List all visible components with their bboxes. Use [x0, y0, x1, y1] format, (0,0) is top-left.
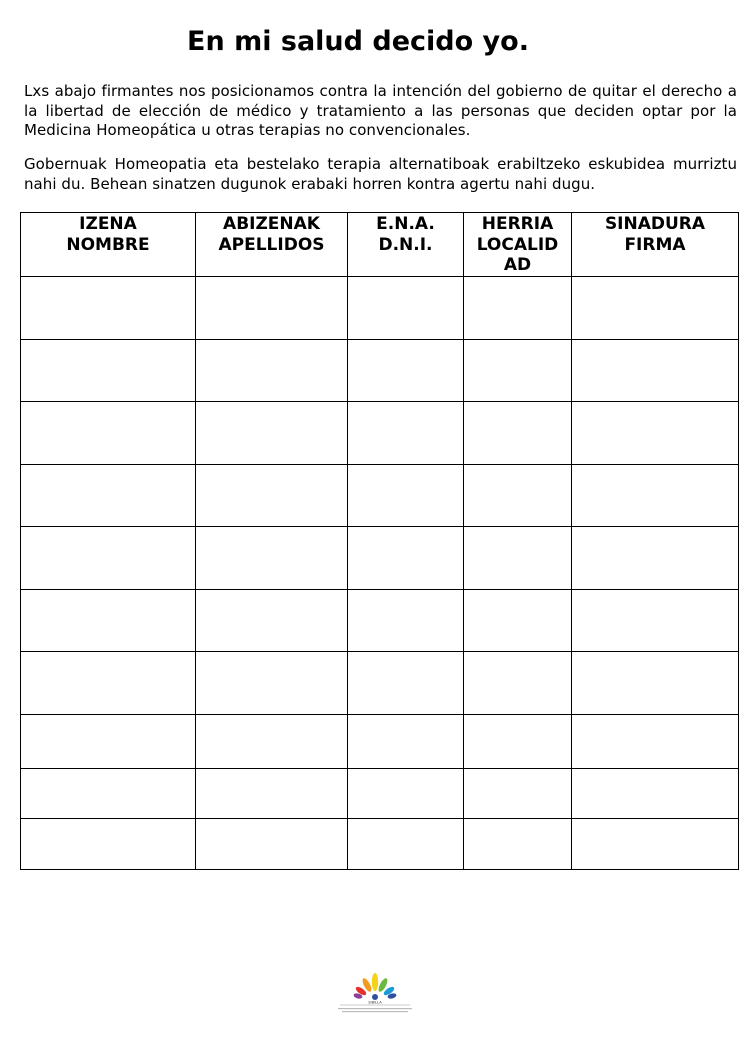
header-signature: SINADURA FIRMA [572, 213, 739, 277]
cell-surname[interactable] [196, 401, 348, 464]
cell-signature[interactable] [572, 464, 739, 526]
cell-signature[interactable] [572, 768, 739, 818]
cell-locality[interactable] [464, 464, 572, 526]
cell-name[interactable] [21, 464, 196, 526]
table-row [21, 768, 739, 818]
table-row [21, 818, 739, 869]
cell-surname[interactable] [196, 339, 348, 401]
cell-name[interactable] [21, 589, 196, 651]
cell-id[interactable] [348, 339, 464, 401]
cell-signature[interactable] [572, 589, 739, 651]
header-id: E.N.A. D.N.I. [348, 213, 464, 277]
cell-id[interactable] [348, 526, 464, 589]
header-locality: HERRIA LOCALID AD [464, 213, 572, 277]
cell-locality[interactable] [464, 818, 572, 869]
cell-name[interactable] [21, 276, 196, 339]
cell-locality[interactable] [464, 768, 572, 818]
cell-id[interactable] [348, 651, 464, 714]
table-row [21, 464, 739, 526]
cell-signature[interactable] [572, 526, 739, 589]
cell-id[interactable] [348, 464, 464, 526]
signature-table [20, 212, 739, 870]
cell-surname[interactable] [196, 526, 348, 589]
table-row [21, 339, 739, 401]
cell-name[interactable] [21, 526, 196, 589]
cell-locality[interactable] [464, 401, 572, 464]
table-row [21, 651, 739, 714]
table-row [21, 526, 739, 589]
table-header-row [21, 213, 739, 277]
cell-name[interactable] [21, 818, 196, 869]
organization-logo [332, 965, 418, 1017]
cell-surname[interactable] [196, 589, 348, 651]
cell-signature[interactable] [572, 818, 739, 869]
cell-id[interactable] [348, 276, 464, 339]
intro-paragraph-basque: Gobernuak Homeopatia eta bestelako terapia alternatiboak erabiltzeko eskubidea murriztu nahi du. Behean sinatzen dugunok erabaki horren kontra agertu nahi dugu. [24, 155, 737, 193]
cell-surname[interactable] [196, 276, 348, 339]
cell-locality[interactable] [464, 651, 572, 714]
cell-surname[interactable] [196, 464, 348, 526]
cell-signature[interactable] [572, 714, 739, 768]
cell-id[interactable] [348, 589, 464, 651]
cell-name[interactable] [21, 339, 196, 401]
cell-signature[interactable] [572, 651, 739, 714]
cell-signature[interactable] [572, 401, 739, 464]
cell-signature[interactable] [572, 276, 739, 339]
cell-signature[interactable] [572, 339, 739, 401]
table-row [21, 276, 739, 339]
cell-surname[interactable] [196, 768, 348, 818]
cell-locality[interactable] [464, 276, 572, 339]
cell-surname[interactable] [196, 651, 348, 714]
cell-locality[interactable] [464, 526, 572, 589]
header-surname: ABIZENAK APELLIDOS [196, 213, 348, 277]
cell-name[interactable] [21, 401, 196, 464]
cell-locality[interactable] [464, 589, 572, 651]
cell-name[interactable] [21, 714, 196, 768]
cell-id[interactable] [348, 768, 464, 818]
header-name: IZENA NOMBRE [21, 213, 196, 277]
cell-name[interactable] [21, 651, 196, 714]
table-row [21, 401, 739, 464]
cell-id[interactable] [348, 818, 464, 869]
logo-fan-icon [353, 973, 397, 1000]
cell-id[interactable] [348, 401, 464, 464]
page-title: En mi salud decido yo. [187, 26, 529, 57]
cell-locality[interactable] [464, 339, 572, 401]
table-row [21, 589, 739, 651]
cell-surname[interactable] [196, 818, 348, 869]
cell-locality[interactable] [464, 714, 572, 768]
cell-id[interactable] [348, 714, 464, 768]
cell-surname[interactable] [196, 714, 348, 768]
table-row [21, 714, 739, 768]
intro-paragraph-spanish: Lxs abajo firmantes nos posicionamos contra la intención del gobierno de quitar el derecho a la libertad de elección de médico y tratamiento a las personas que deciden optar por la Medicina Homeopática u otras terapias no convencionales. [24, 82, 737, 139]
logo-name: SIBILLA [368, 1000, 382, 1005]
cell-name[interactable] [21, 768, 196, 818]
